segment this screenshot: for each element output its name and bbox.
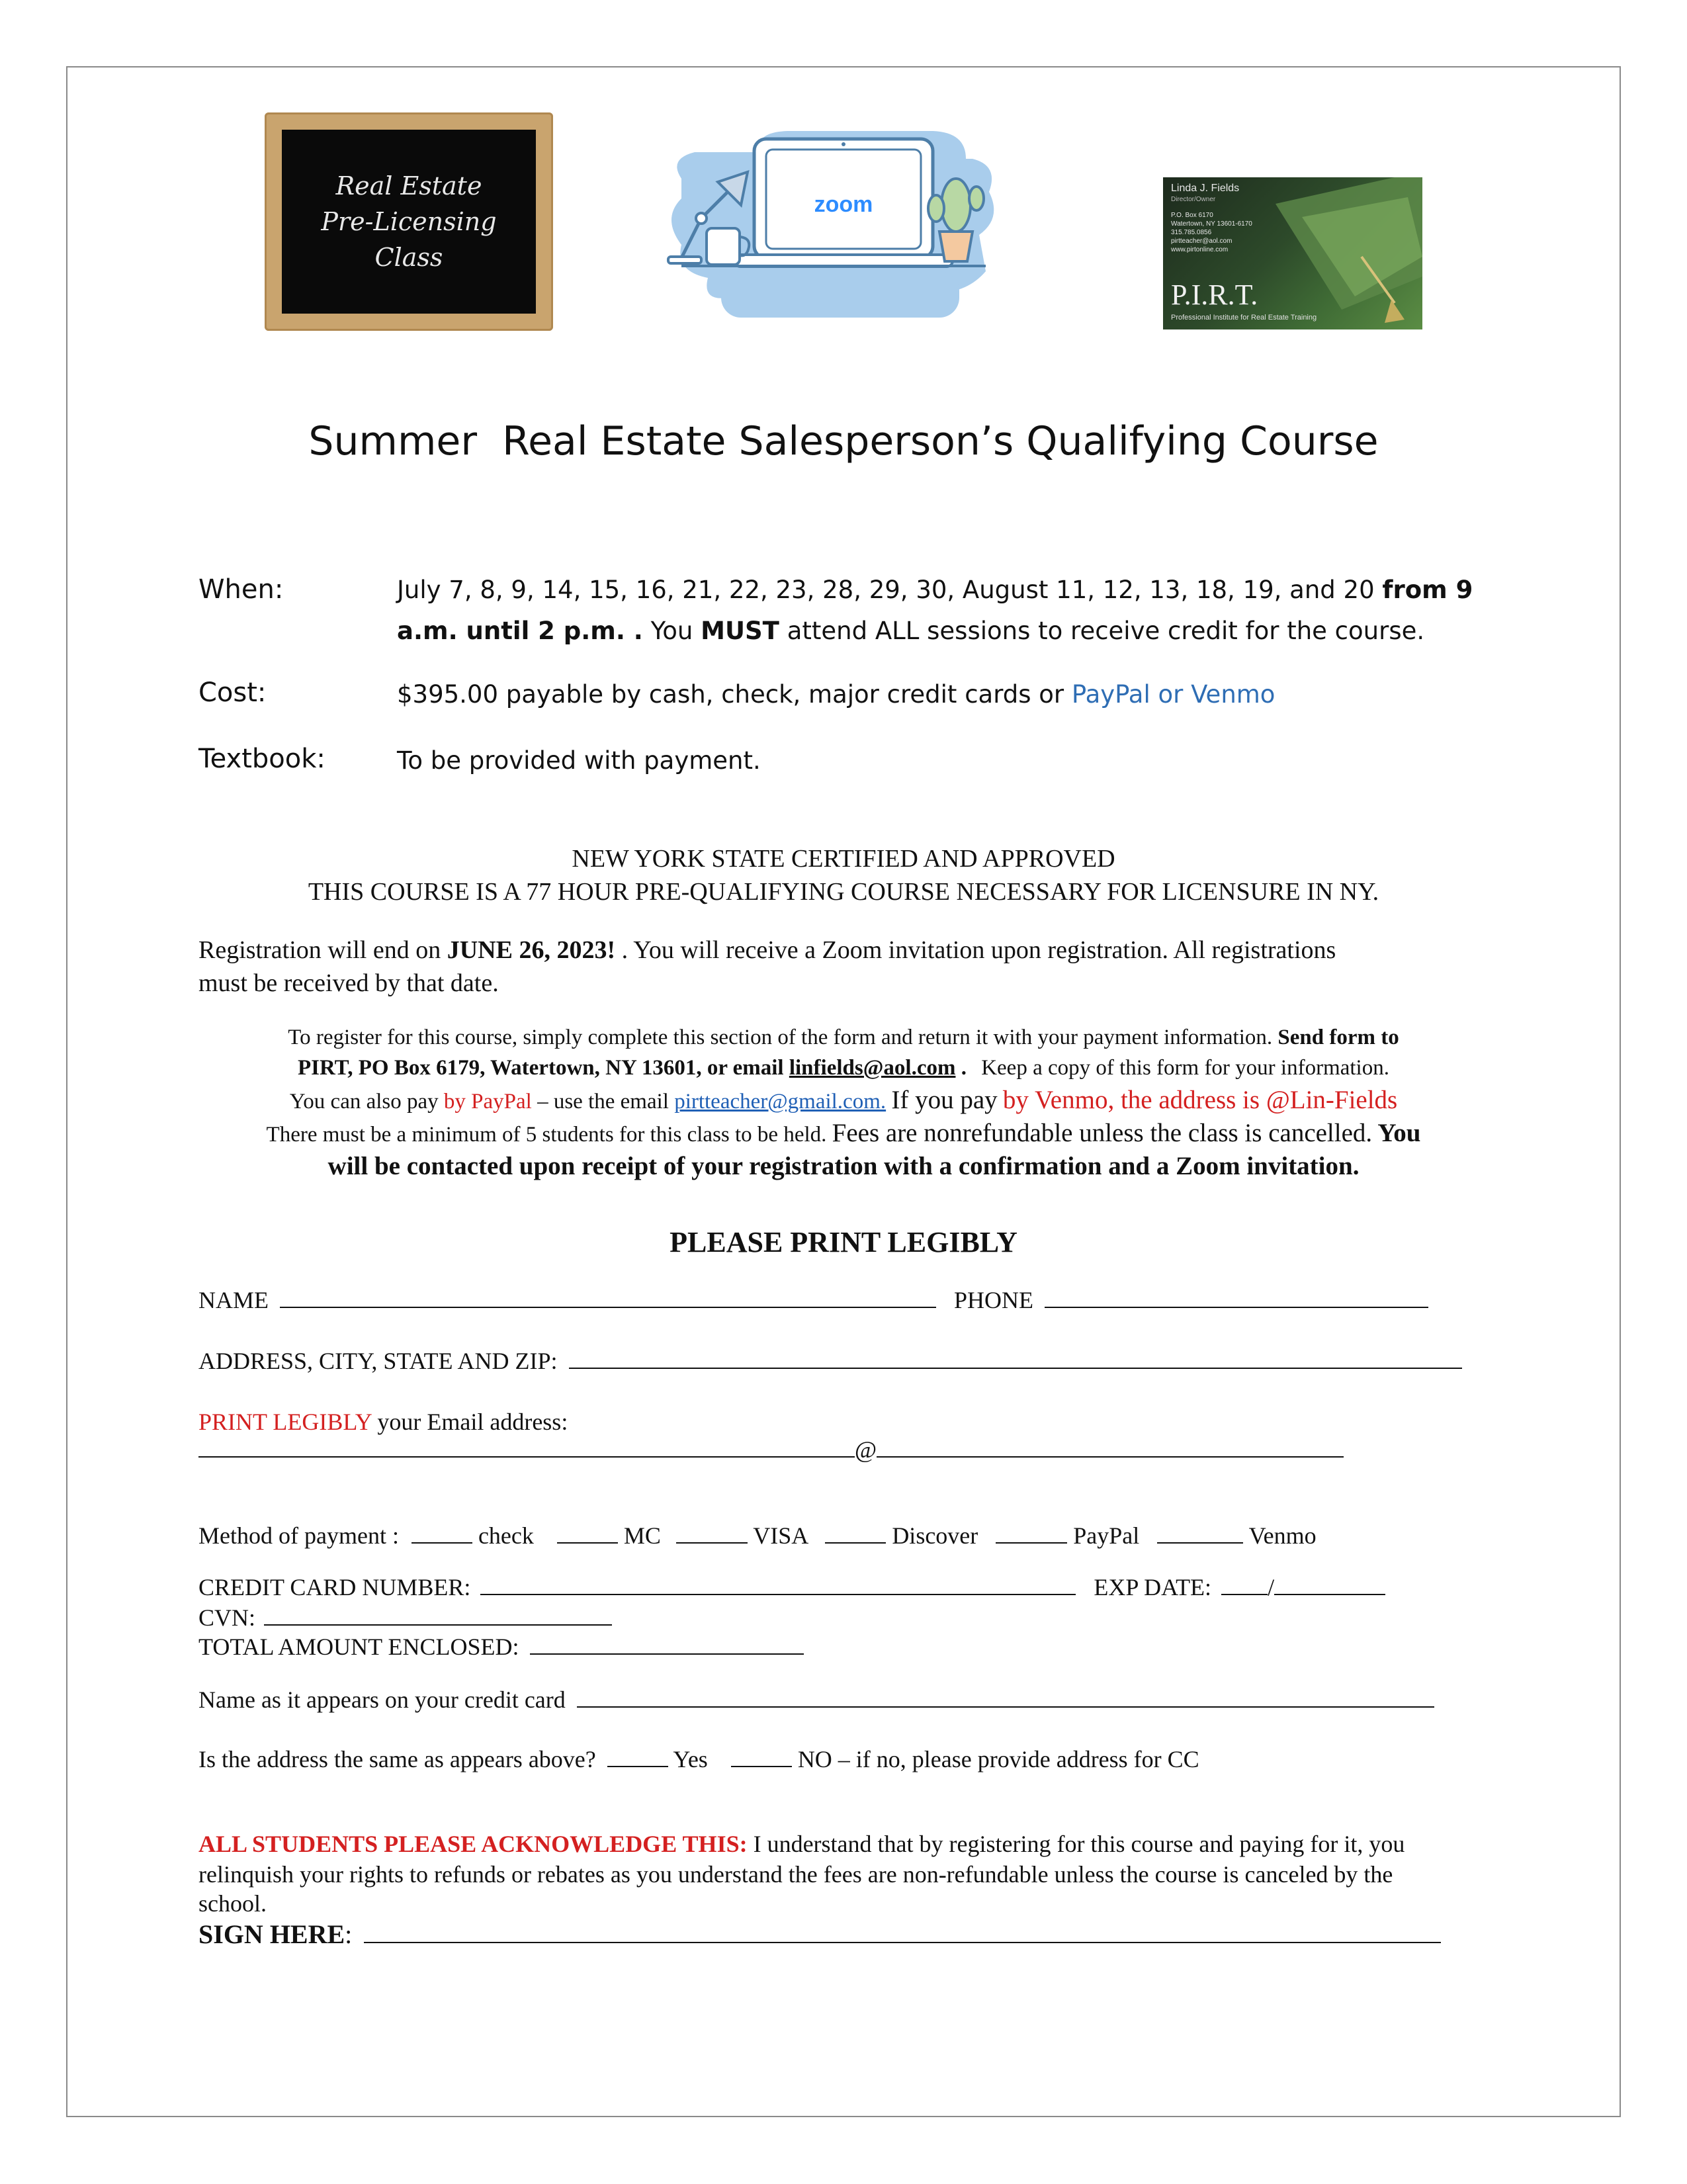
instructions-line-1: [0, 1026, 1687, 1050]
textbook-value: To be provided with payment.: [397, 746, 761, 775]
yes-label: Yes: [673, 1746, 708, 1772]
card-address-line: Watertown, NY 13601-6170: [1171, 220, 1252, 228]
when-note: [397, 617, 1424, 645]
same-address-no-blank[interactable]: [731, 1747, 792, 1767]
no-label: NO – if no, please provide address for CC: [797, 1746, 1199, 1772]
cvn-label: CVN:: [198, 1604, 256, 1631]
mc-blank[interactable]: [557, 1524, 618, 1544]
paypal-blank[interactable]: [996, 1524, 1067, 1544]
cost-label: Cost:: [198, 677, 267, 708]
check-blank[interactable]: [411, 1524, 472, 1544]
chalkboard-line: Class: [374, 243, 443, 272]
name-on-card-label: Name as it appears on your credit card: [198, 1686, 566, 1713]
registration-line: [198, 936, 1336, 965]
method-venmo: Venmo: [1248, 1522, 1317, 1549]
signature-row: [198, 1919, 1441, 1950]
acknowledgement-text: I understand that by registering for this course and paying for it, you: [753, 1831, 1405, 1857]
phone-label: PHONE: [954, 1287, 1034, 1313]
method-paypal: PayPal: [1073, 1522, 1140, 1549]
when-note-part: attend ALL sessions to receive credit for the course.: [787, 617, 1425, 645]
acknowledgement-line-2: relinquish your rights to refunds or rebates as you understand the fees are non-refundable unless the course is canceled by the: [198, 1861, 1393, 1888]
chalkboard-image: [265, 112, 553, 331]
textbook-label: Textbook:: [198, 744, 325, 774]
email-user-field[interactable]: [198, 1438, 855, 1458]
total-field[interactable]: [530, 1635, 804, 1655]
email-domain-field[interactable]: [877, 1438, 1344, 1458]
payment-method-row: [198, 1522, 1317, 1550]
when-note-part: You: [650, 617, 693, 645]
instructions-text: To register for this course, simply complete this section of the form and return it with your payment information.: [288, 1026, 1273, 1049]
acknowledgement-line-3: school.: [198, 1890, 267, 1917]
instructions-text: Fees are nonrefundable unless the class is cancelled.: [832, 1119, 1373, 1147]
certified-line: NEW YORK STATE CERTIFIED AND APPROVED: [572, 845, 1115, 873]
credit-card-label: CREDIT CARD NUMBER:: [198, 1574, 471, 1600]
paypal-text: by PayPal: [443, 1090, 532, 1114]
visa-blank[interactable]: [676, 1524, 748, 1544]
at-sign: @: [855, 1436, 877, 1463]
card-address-line: pirtteacher@aol.com: [1171, 238, 1233, 245]
exp-date-label: EXP DATE:: [1094, 1574, 1212, 1600]
chalkboard-line: Real Estate: [335, 171, 482, 200]
when-label: When:: [198, 574, 284, 605]
cvn-row: [198, 1604, 612, 1632]
name-row: [198, 1286, 1428, 1314]
instructions-text: Keep a copy of this form for your information.: [981, 1056, 1389, 1080]
instructions-send-form: Send form to: [1277, 1026, 1399, 1049]
instructions-line-3: [0, 1085, 1687, 1115]
method-mc: MC: [623, 1522, 661, 1549]
sign-here-label: SIGN HERE: [198, 1919, 345, 1949]
registration-deadline: JUNE 26, 2023!: [447, 936, 616, 964]
phone-field[interactable]: [1045, 1288, 1428, 1308]
zoom-laptop-illustration: [655, 119, 1006, 331]
method-visa: VISA: [753, 1522, 808, 1549]
total-label: TOTAL AMOUNT ENCLOSED:: [198, 1634, 519, 1660]
name-field[interactable]: [280, 1288, 936, 1308]
when-time-end: a.m. until 2 p.m. .: [397, 617, 643, 645]
address-label: ADDRESS, CITY, STATE AND ZIP:: [198, 1348, 558, 1374]
instructions-text: If you pay: [891, 1086, 998, 1114]
same-address-yes-blank[interactable]: [607, 1747, 668, 1767]
instructions-text: You: [1377, 1119, 1421, 1147]
acknowledge-heading: ALL STUDENTS PLEASE ACKNOWLEDGE THIS:: [198, 1831, 748, 1857]
sign-colon: :: [345, 1919, 353, 1949]
registration-line-2: must be received by that date.: [198, 969, 499, 997]
exp-month-field[interactable]: [1221, 1575, 1268, 1595]
venmo-blank[interactable]: [1157, 1524, 1243, 1544]
when-must: MUST: [701, 617, 779, 645]
zoom-logo-text: zoom: [814, 192, 873, 217]
same-address-row: [198, 1745, 1199, 1773]
paypal-email-link[interactable]: pirtteacher@gmail.com.: [674, 1090, 887, 1114]
acknowledgement-line-1: [198, 1830, 1405, 1858]
registration-text: . You will receive a Zoom invitation upon registration. All registrations: [621, 936, 1336, 964]
credit-card-field[interactable]: [480, 1575, 1076, 1595]
exp-separator: /: [1268, 1574, 1275, 1600]
discover-blank[interactable]: [825, 1524, 886, 1544]
exp-year-field[interactable]: [1274, 1575, 1385, 1595]
payment-method-label: Method of payment :: [198, 1522, 399, 1549]
cost-text: $395.00 payable by cash, check, major credit cards or: [397, 680, 1064, 709]
signature-field[interactable]: [364, 1922, 1441, 1943]
address-row: [198, 1347, 1462, 1375]
when-time-start: from 9: [1382, 576, 1473, 604]
page-title: Summer Real Estate Salesperson’s Qualifying Course: [308, 418, 1379, 464]
registration-text: Registration will end on: [198, 936, 441, 964]
card-address-line: P.O. Box 6170: [1171, 212, 1213, 219]
card-role: Director/Owner: [1171, 196, 1216, 203]
total-row: [198, 1633, 804, 1661]
instructions-text: You can also pay: [289, 1090, 439, 1114]
name-on-card-field[interactable]: [577, 1688, 1434, 1708]
instructions-line-5: will be contacted upon receipt of your registration with a confirmation and a Zoom invitation.: [327, 1152, 1360, 1180]
card-address-line: www.pirtonline.com: [1171, 246, 1229, 253]
method-discover: Discover: [892, 1522, 978, 1549]
pirt-business-card: [1163, 177, 1422, 329]
instructions-line-2: [0, 1056, 1687, 1080]
venmo-text: by Venmo, the address is @Lin-Fields: [1002, 1086, 1398, 1114]
card-name: Linda J. Fields: [1171, 183, 1240, 194]
when-dates: [397, 576, 1473, 604]
email-label-row: [198, 1408, 568, 1436]
credit-card-row: [198, 1573, 1385, 1601]
instructions-text: – use the email: [537, 1090, 669, 1114]
form-heading: PLEASE PRINT LEGIBLY: [670, 1226, 1017, 1258]
email-label: your Email address:: [377, 1409, 568, 1435]
chalkboard-line: Pre-Licensing: [321, 207, 497, 236]
email-link[interactable]: linfields@aol.com: [789, 1056, 956, 1080]
card-logo: P.I.R.T.: [1171, 279, 1258, 311]
cost-paypal-venmo: PayPal or Venmo: [1071, 680, 1276, 709]
instructions-text: There must be a minimum of 5 students for this class to be held.: [266, 1123, 827, 1147]
address-field[interactable]: [569, 1349, 1462, 1369]
name-on-card-row: [198, 1686, 1434, 1714]
graduation-cap-icon: [1262, 177, 1422, 329]
cvn-field[interactable]: [264, 1606, 612, 1626]
card-address-line: 315.785.0856: [1171, 229, 1212, 236]
instructions-period: .: [961, 1056, 967, 1080]
mailing-address: PIRT, PO Box 6179, Watertown, NY 13601, or email: [298, 1056, 784, 1080]
print-legibly-text: PRINT LEGIBLY: [198, 1409, 372, 1435]
course-hours-line: THIS COURSE IS A 77 HOUR PRE-QUALIFYING COURSE NECESSARY FOR LICENSURE IN NY.: [308, 878, 1379, 906]
email-row: [198, 1436, 1344, 1463]
card-tagline: Professional Institute for Real Estate Training: [1171, 314, 1317, 322]
when-dates-text: July 7, 8, 9, 14, 15, 16, 21, 22, 23, 28, 29, 30, August 11, 12, 13, 18, 19, and 20: [397, 576, 1375, 604]
cost-value: [397, 680, 1275, 709]
method-check: check: [478, 1522, 534, 1549]
name-label: NAME: [198, 1287, 269, 1313]
instructions-line-4: [0, 1118, 1687, 1148]
same-address-label: Is the address the same as appears above?: [198, 1746, 596, 1772]
